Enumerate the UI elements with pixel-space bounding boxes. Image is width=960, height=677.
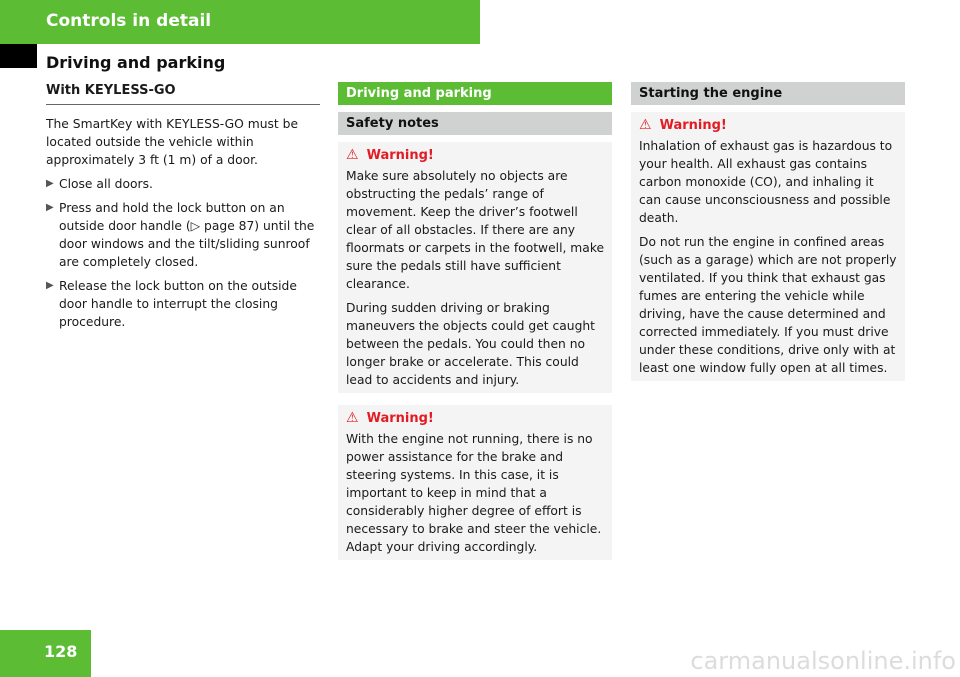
- keyless-go-heading: With KEYLESS-GO: [46, 82, 320, 105]
- page-number-box: [0, 630, 91, 677]
- warning-label: Warning!: [659, 118, 727, 133]
- arrow-right-icon: ▶: [46, 178, 54, 189]
- section-title: Controls in detail: [46, 11, 212, 31]
- column-keyless-go: [46, 82, 320, 337]
- warning-triangle-icon: ⚠: [346, 147, 359, 163]
- warning-box-pedals: [338, 142, 612, 393]
- starting-engine-bar: Starting the engine: [631, 82, 905, 105]
- warning-text: Make sure absolutely no objects are obstructing the pedals’ range of movement. Keep the driver’s footwell clear of all obstacles. If there are any floormats or carpets in the footwell, make sure the pedals still have sufficient clearance.: [346, 169, 605, 291]
- driving-parking-bar: Driving and parking: [338, 82, 612, 105]
- warning-label: Warning!: [366, 148, 434, 163]
- arrow-right-icon: ▶: [46, 202, 54, 213]
- keyless-go-intro: The SmartKey with KEYLESS-GO must be located outside the vehicle within approximately 3 ft (1 m) of a door.: [46, 117, 299, 167]
- step-item: ▶ Press and hold the lock button on an outside door handle (▷ page 87) until the door windows and the tilt/sliding sunroof are completely closed.: [46, 201, 315, 269]
- watermark: carmanualsonline.info: [690, 647, 956, 675]
- warning-label: Warning!: [366, 411, 434, 426]
- step-item: ▶ Release the lock button on the outside door handle to interrupt the closing procedure.: [46, 279, 297, 329]
- safety-notes-bar: Safety notes: [338, 112, 612, 135]
- warning-text: Inhalation of exhaust gas is hazardous to your health. All exhaust gas contains carbon monoxide (CO), and inhaling it can cause unconsciousness and possible death.: [639, 139, 893, 225]
- warning-text: Do not run the engine in confined areas (such as a garage) which are not properly ventilated. If you think that exhaust gas fumes are entering the vehicle while driving, have the cause determined and corrected immediately. If you must drive under these conditions, drive only with at least one window fully open at all times.: [639, 235, 897, 375]
- warning-triangle-icon: ⚠: [346, 410, 359, 426]
- warning-triangle-icon: ⚠: [639, 117, 652, 133]
- subsection-title: Driving and parking: [46, 53, 226, 72]
- warning-box-exhaust: [631, 112, 905, 381]
- warning-text: With the engine not running, there is no power assistance for the brake and steering systems. In this case, it is important to keep in mind that a considerably higher degree of effort is necessary to brake and steer the vehicle. Adapt your driving accordingly.: [346, 432, 602, 554]
- column-starting-engine: [631, 82, 905, 381]
- column-driving-parking: [338, 82, 612, 560]
- arrow-right-icon: ▶: [46, 280, 54, 291]
- header-marker: [0, 44, 37, 68]
- step-item: ▶ Close all doors.: [46, 177, 153, 191]
- page-number: 128: [44, 642, 78, 661]
- warning-text: During sudden driving or braking maneuvers the objects could get caught between the pedals. You could then no longer brake or accelerate. This could lead to accidents and injury.: [346, 301, 595, 387]
- warning-box-engine-off: [338, 405, 612, 560]
